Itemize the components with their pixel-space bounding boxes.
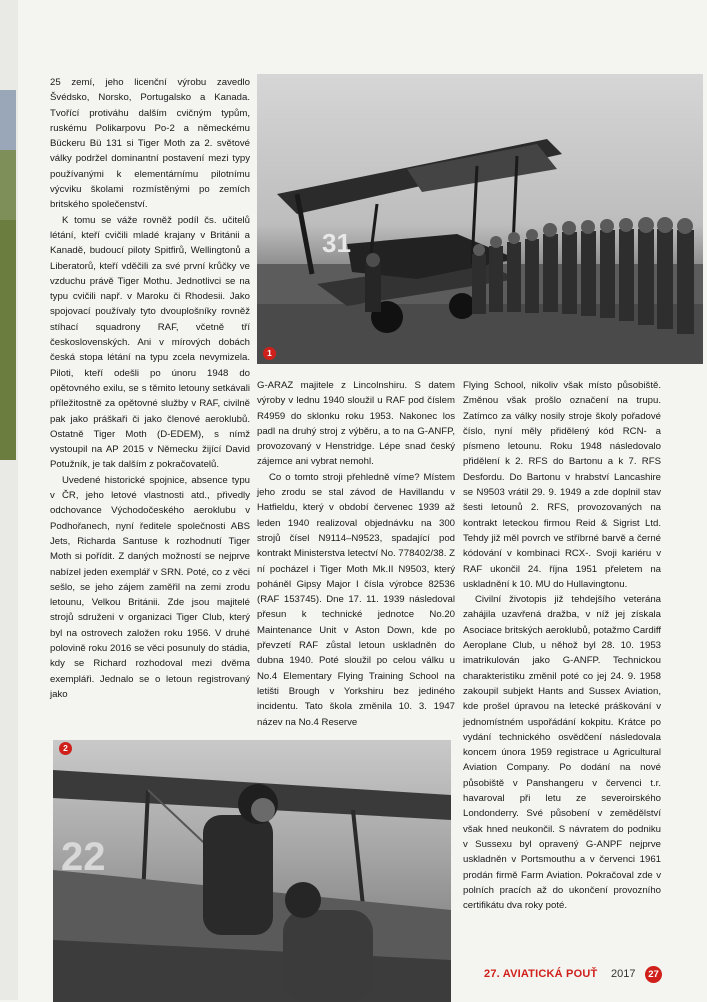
photo-airmen-biplane-drawing <box>257 74 703 364</box>
previous-page-photo-edge-2 <box>0 150 16 220</box>
paragraph: Co o tomto stroji přehledně víme? Místem jeho zrodu se stal závod de Havillandu v Hatfieldu, který v období červenec 1939 až leden 1940 realizoval objednávku na 300 strojů čísel N9114–N9523, spadající pod kontrakt Ministerstva letectví No. 778402/38. Z ní pocházel i Tiger Moth Mk.II N9503, který poháněl Gipsy Major I čísla výrobce 82536 (RAF 153745). Dne 17. 11. 1939 následoval přesun k technické jednotce No.20 Maintenance Unit v Aston Down, kde po převzetí RAF zůstal letoun uskladněn do dubna 1940. Poté sloužil po celou válku u No.4 Elementary Flying Training School na letišti Brough v Yorkshiru bez jediného incidentu. Tato škola změnila 10. 3. 1947 název na No.4 Reserve <box>257 471 455 728</box>
paragraph: Flying School, nikoliv však místo působiště. Změnou však prošlo označení na trupu. Zatímco za války nosily stroje školy pořadové číslo, nyní měly přidělený kód RCN- a písmeno letounu. Roku 1948 následovalo přidělení k 2. RFS do Bartonu a k 7. RFS Desfordu. Do Bartonu v hrabství Lancashire se N9503 vrátil 29. 9. 1949 a zde doplnil stav šesti letounů 2. RFS, provozovaných na kontrakt leteckou firmou Reid & Sigrist Ltd. Tehdy již měl povrch ve stříbrné barvě a černé kódování v kombinaci RCX-. Svoji kariéru v RAF ukončil 24. října 1951 přeletem na uskladnění k 10. MU do Hullavingtonu. <box>463 380 661 590</box>
article-column-2 <box>257 378 455 730</box>
photo-pilots-cockpit-drawing <box>53 740 451 1002</box>
photo2-fuselage-code: 22 <box>61 835 106 879</box>
footer-issue-title: 27. AVIATICKÁ POUŤ <box>484 968 598 980</box>
article-column-3 <box>463 378 661 913</box>
paragraph: K tomu se váže rovněž podíl čs. učitelů létání, kteří cvičili mladé krajany v Británii a Kanadě, budoucí piloty Spitfirů, Wellingtonů a Liberatorů, kteří vděčili za své první krůčky ve vzduchu právě Tiger Mothu. Jednotlivci se na typu cvičili např. v Maroku či Rhodesii. Jako spojovací používaly tyto dvouplošníky rovněž stíhací squadrony RAF, včetně tří československých. Ani v mírových dobách česká stopa létání na typu zcela nevymizela. Piloti, kteří odešli po únoru 1948 do opětovného exilu, se s těmito letouny setkávali příležitostně za opětovné služby v RAF, civilně pak jako práškaři či jako členové aeroklubů. Ostatně Tiger Moth (D-EDEM), s nímž vystoupil na AP 2015 v Německu žijící David Potužník, je tak dalším z pokračovatelů. <box>50 214 250 471</box>
paragraph: Civilní životopis již tehdejšího veterána zahájila uzavřená dražba, v níž jej získala Asociace britských aeroklubů, potažmo Cardiff Aeroplane Club, u něhož byl 28. 10. 1953 imatrikulován jako G-ANFP. Technickou charakteristiku změnil poté co jej 24. 9. 1958 zakoupil subjekt Hants and Sussex Aviation, kde prošel úpravou na letecké práškování v jednomístném uspořádání kokpitu. Krátce po vydání technického osvědčení následovala koncem února 1959 registrace u Agricultural Aviation Company. Po dodání na nové působiště v Panshangeru v červenci t.r. havaroval při letu ze severoirského Londonderry. Své působení v zemědělství však hned neukončil. S návratem do podniku v Sussexu byl opravený G-ANPF nejprve uskladněn v Portsmouthu a v červenci 1961 prodán firmě Farm Aviation. Pokračoval zde v polních pracích až do ukončení provozního certifikátu dva roky poté. <box>463 594 661 912</box>
page-footer <box>462 965 692 985</box>
photo2-badge: 2 <box>59 742 72 755</box>
photo1-badge: 1 <box>263 347 276 360</box>
paragraph: G-ARAZ majitele z Lincolnshiru. S datem výroby v lednu 1940 sloužil u RAF pod číslem R4959 do sklonku roku 1953. Nakonec los padl na druhý stroj z výběru, a to na G-ANFP, provozovaný v Henstridge. Lépe snad český zájemce ani vybrat nemohl. <box>257 380 455 468</box>
footer-year: 2017 <box>611 968 636 980</box>
article-column-1 <box>50 75 250 702</box>
paragraph: 25 zemí, jeho licenční výrobu zavedlo Švédsko, Norsko, Portugalsko a Kanada. Tvořící protiváhu dalším cvičným typům, ruskému Polikarpovu Po-2 a německému Bückeru Bü 131 si Tiger Moth za 2. světové války podržel dominantní postavení mezi typy používanými k elementárnímu pilotnímu výcviku školami rozmístěnými po zemích britského společenství. <box>50 77 250 211</box>
previous-page-photo-edge <box>0 90 16 150</box>
paragraph: Uvedené historické spojnice, absence typu v ČR, jeho letové vlastnosti atd., přivedly odchovance Východočeského aeroklubu v Podhořanech, nyní ředitele společnosti ABS Jets, Richarda Santuse k rozhodnutí Tiger Moth si pořídit. Z daných možností se nejprve nabízel jeden exemplář v SRN. Poté, co z věci sešlo, se jeho zájem zaměřil na zemi zrodu letounu, Velkou Británii. Zde jsou majitelé strojů sdruženi v organizaci Tiger Club, který byl na ostrovech založen roku 1956. V druhé polovině roku 2016 se věci posunuly do stádia, kdy se Richard rozhodoval mezi dvěma exempláři. Jednalo se o letoun registrovaný jako <box>50 474 250 700</box>
photo1-fuselage-code: 31 <box>322 228 351 258</box>
photo-airmen-biplane <box>257 74 703 364</box>
photo-pilots-cockpit <box>53 740 451 1002</box>
previous-page-photo-edge-3 <box>0 220 16 460</box>
page-number: 27 <box>645 966 662 983</box>
